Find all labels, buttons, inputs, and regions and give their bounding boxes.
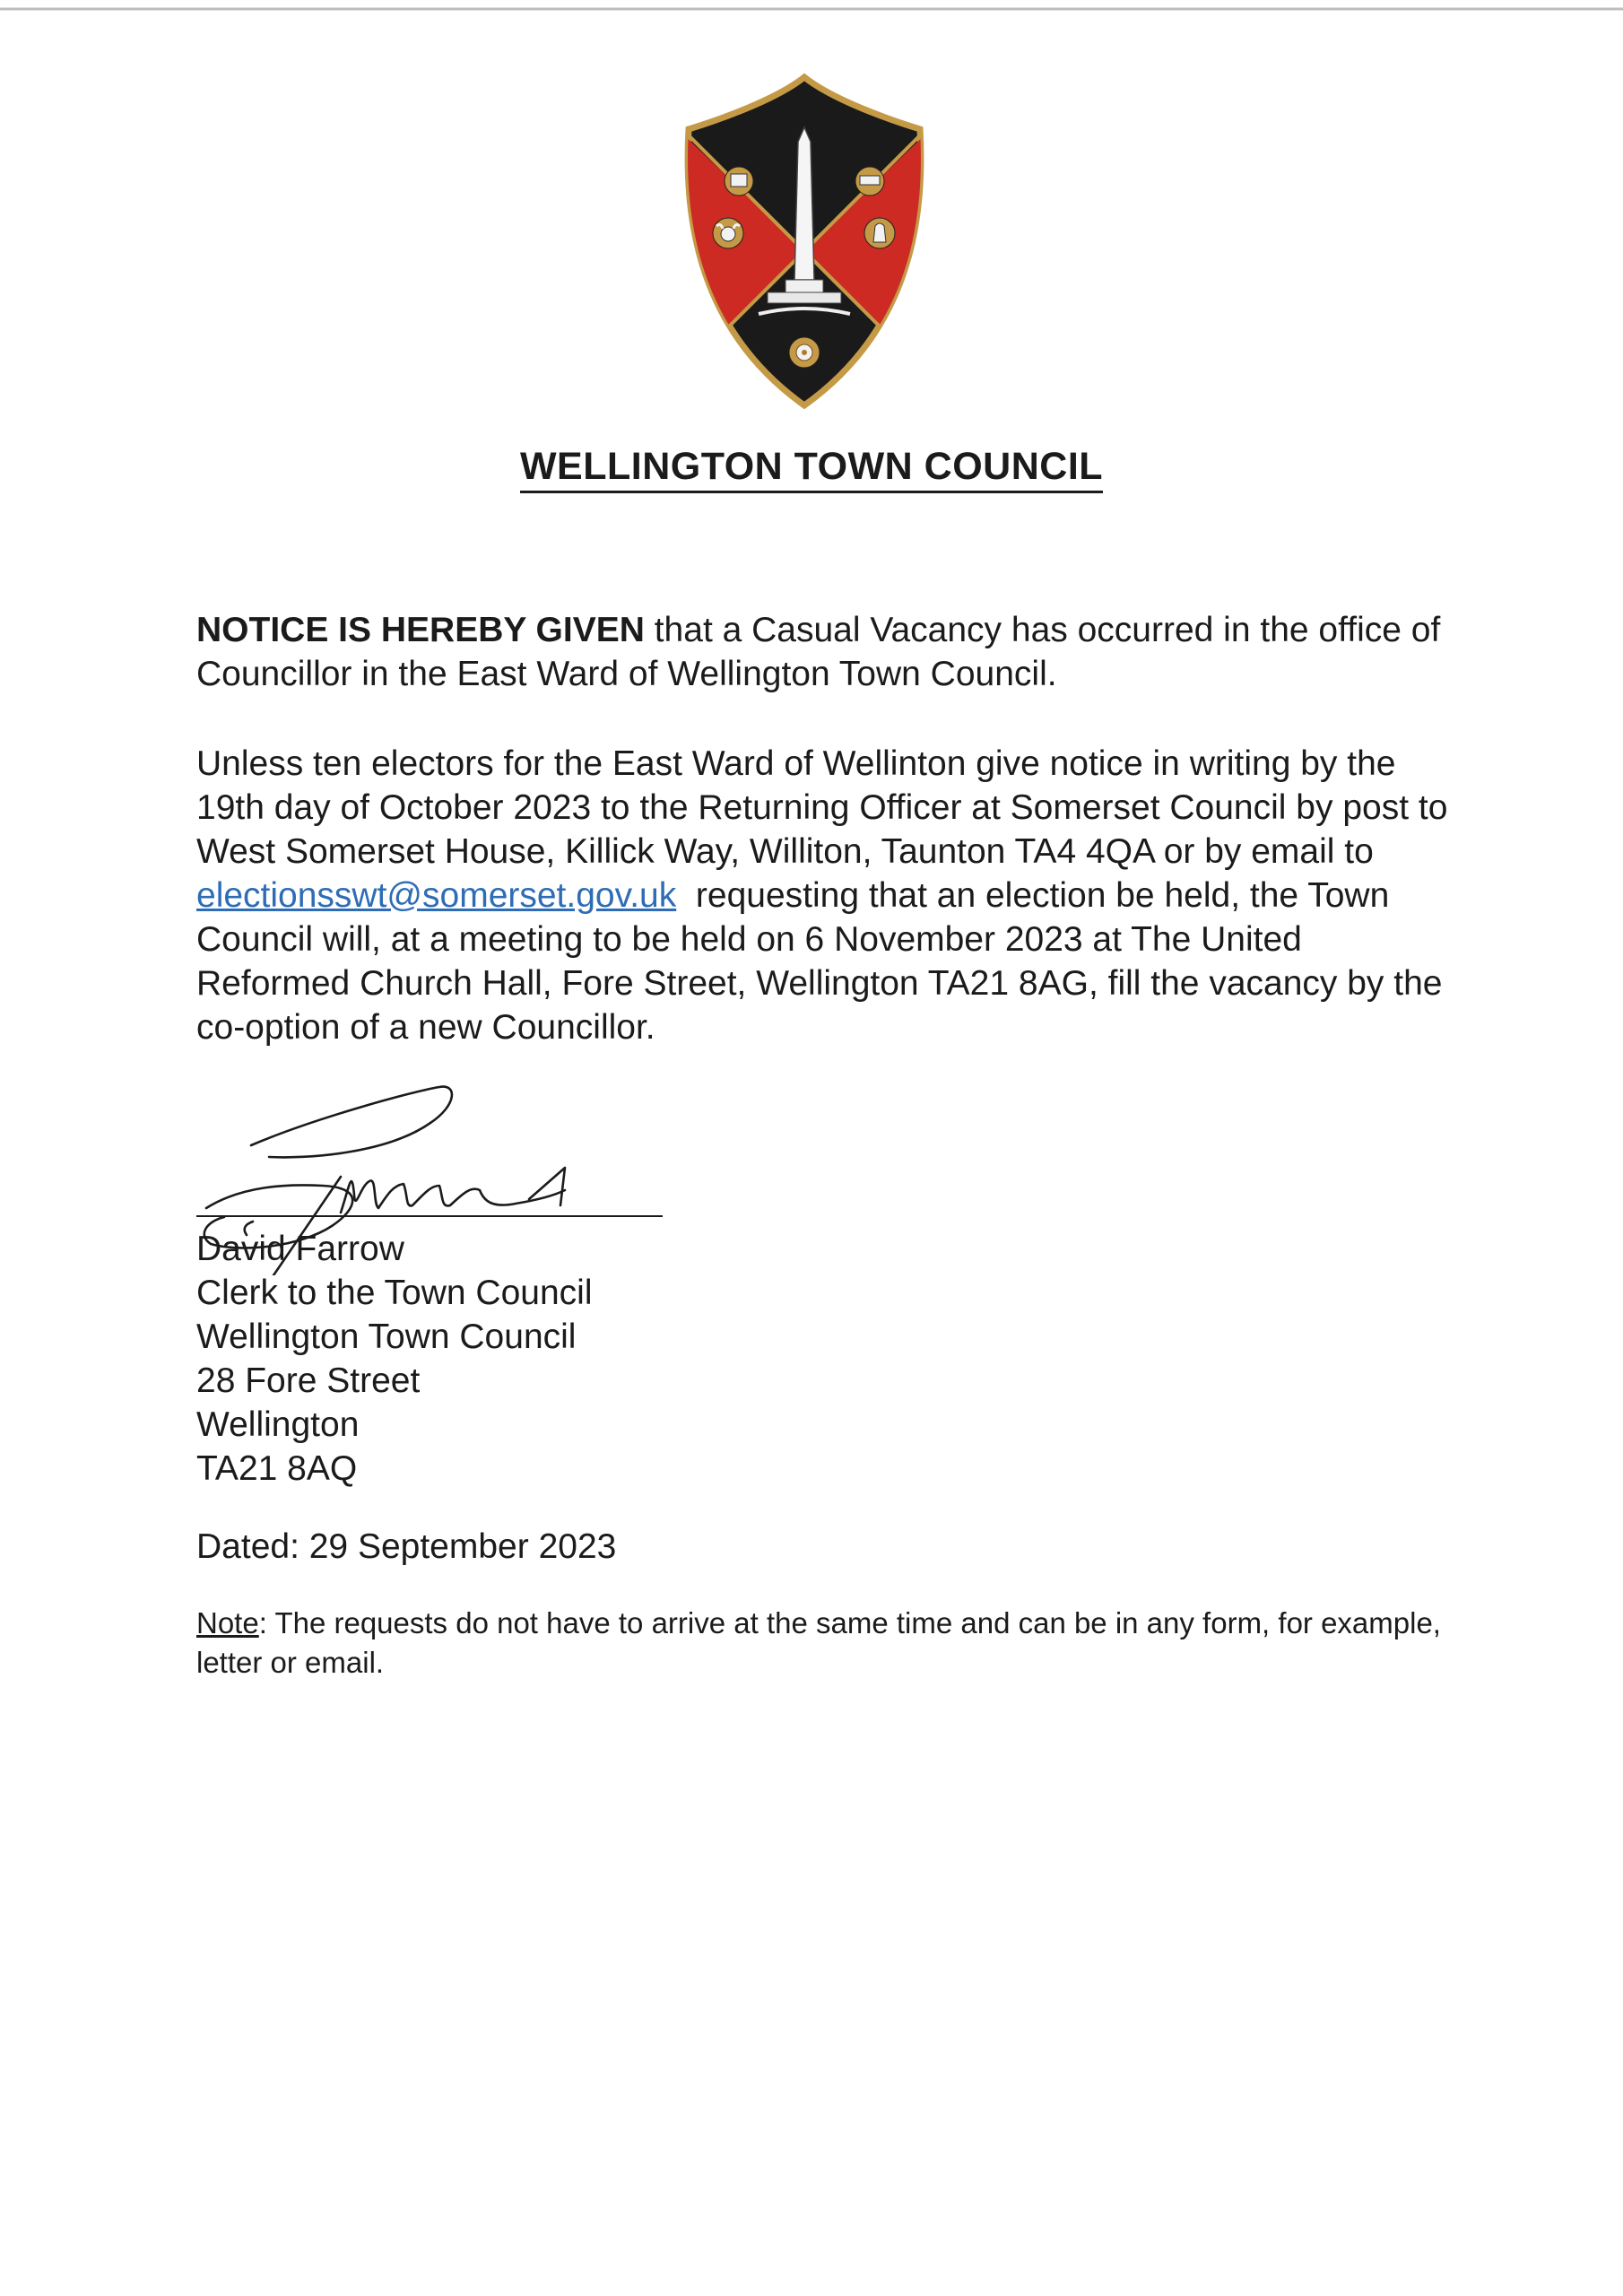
notice-para2-before-email: Unless ten electors for the East Ward of Wellinton give notice in writing by the 19th day of October 2023 to the Returning Officer at Somerset Council by post to West Somerset House, Killick Way, Williton, Taunton TA4 4QA or by email to <box>196 744 1448 871</box>
roundel-top-right-icon <box>855 167 884 196</box>
notice-paragraph-1 <box>196 608 1452 696</box>
bell-icon <box>864 218 895 248</box>
notice-paragraph-2 <box>196 742 1452 1049</box>
dated-line: Dated: 29 September 2023 <box>196 1527 617 1566</box>
notice-para2-after-email: requesting that an election be held, the Town Council will, at a meeting to be held on 6 November 2023 at The United Reformed Church Hall, Fore Street, Wellington TA21 8AG, fill the vacancy by the co-option of a new Councillor. <box>196 876 1453 1047</box>
signatory-name: David Farrow <box>196 1230 404 1268</box>
note-paragraph <box>196 1604 1452 1683</box>
signatory-role: Clerk to the Town Council <box>196 1274 593 1312</box>
signatory-address-line1: 28 Fore Street <box>196 1361 421 1400</box>
council-crest <box>674 72 934 413</box>
rose-icon <box>789 337 820 368</box>
notice-lead-rest: that a Casual Vacancy has occurred in the office of Councillor in the East Ward of Wellington Town Council. <box>196 611 1441 693</box>
bull-head-icon <box>713 218 743 248</box>
signatory-postcode: TA21 8AQ <box>196 1449 358 1488</box>
roundel-top-left-icon <box>725 167 753 196</box>
signatory-town: Wellington <box>196 1405 360 1444</box>
election-email-link[interactable]: electionsswt@somerset.gov.uk <box>196 876 677 915</box>
scan-edge <box>0 7 1623 12</box>
notice-lead-bold: NOTICE IS HEREBY GIVEN <box>196 611 645 649</box>
note-label: Note <box>196 1606 259 1639</box>
note-text: : The requests do not have to arrive at the same time and can be in any form, for example, letter or email. <box>196 1606 1441 1679</box>
council-title: WELLINGTON TOWN COUNCIL <box>0 445 1623 489</box>
signatory-organisation: Wellington Town Council <box>196 1318 577 1356</box>
signatory-block <box>196 1227 593 1491</box>
signature-line <box>196 1215 663 1217</box>
